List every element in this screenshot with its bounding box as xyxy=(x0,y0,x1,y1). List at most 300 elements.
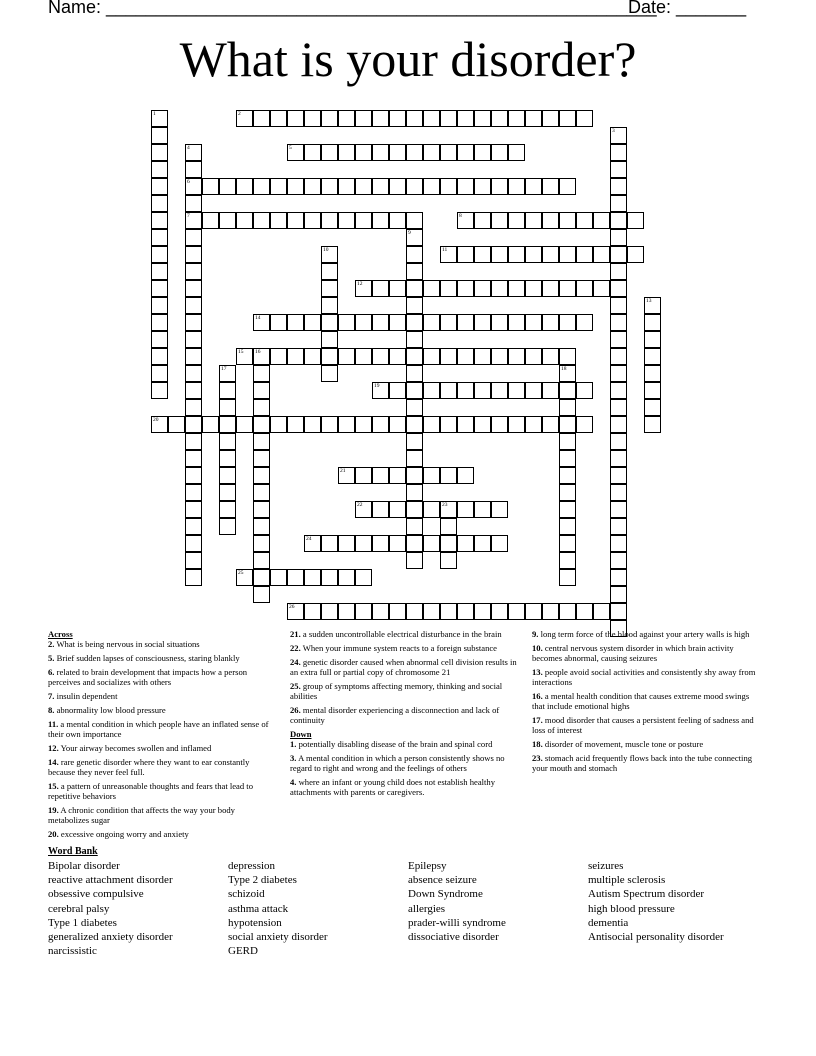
crossword-cell[interactable] xyxy=(253,365,270,382)
crossword-cell[interactable] xyxy=(185,399,202,416)
crossword-cell[interactable] xyxy=(610,399,627,416)
crossword-cell[interactable] xyxy=(406,178,423,195)
crossword-cell[interactable] xyxy=(151,348,168,365)
crossword-cell[interactable] xyxy=(610,501,627,518)
crossword-cell[interactable] xyxy=(253,569,270,586)
crossword-cell[interactable] xyxy=(321,416,338,433)
crossword-cell[interactable] xyxy=(474,280,491,297)
crossword-cell[interactable] xyxy=(474,212,491,229)
crossword-cell[interactable] xyxy=(525,110,542,127)
crossword-cell[interactable] xyxy=(559,314,576,331)
crossword-cell[interactable] xyxy=(610,127,627,144)
crossword-cell[interactable] xyxy=(372,314,389,331)
crossword-cell[interactable] xyxy=(321,297,338,314)
crossword-cell[interactable] xyxy=(253,416,270,433)
crossword-cell[interactable] xyxy=(457,280,474,297)
crossword-cell[interactable] xyxy=(406,331,423,348)
crossword-cell[interactable] xyxy=(610,586,627,603)
crossword-cell[interactable] xyxy=(151,331,168,348)
crossword-cell[interactable] xyxy=(185,433,202,450)
crossword-cell[interactable] xyxy=(338,467,355,484)
crossword-cell[interactable] xyxy=(304,416,321,433)
crossword-cell[interactable] xyxy=(440,501,457,518)
crossword-cell[interactable] xyxy=(474,382,491,399)
crossword-cell[interactable] xyxy=(338,569,355,586)
crossword-cell[interactable] xyxy=(559,518,576,535)
crossword-cell[interactable] xyxy=(508,246,525,263)
crossword-cell[interactable] xyxy=(610,297,627,314)
crossword-cell[interactable] xyxy=(610,280,627,297)
crossword-cell[interactable] xyxy=(457,144,474,161)
crossword-cell[interactable] xyxy=(406,297,423,314)
crossword-cell[interactable] xyxy=(253,552,270,569)
crossword-cell[interactable] xyxy=(338,535,355,552)
crossword-cell[interactable] xyxy=(219,178,236,195)
crossword-cell[interactable] xyxy=(185,552,202,569)
crossword-cell[interactable] xyxy=(270,348,287,365)
crossword-cell[interactable] xyxy=(372,382,389,399)
crossword-cell[interactable] xyxy=(627,212,644,229)
crossword-cell[interactable] xyxy=(338,178,355,195)
crossword-cell[interactable] xyxy=(185,246,202,263)
crossword-cell[interactable] xyxy=(338,416,355,433)
crossword-cell[interactable] xyxy=(525,212,542,229)
crossword-cell[interactable] xyxy=(610,331,627,348)
crossword-cell[interactable] xyxy=(185,195,202,212)
crossword-cell[interactable] xyxy=(525,280,542,297)
crossword-cell[interactable] xyxy=(610,229,627,246)
crossword-cell[interactable] xyxy=(355,348,372,365)
crossword-cell[interactable] xyxy=(440,110,457,127)
crossword-cell[interactable] xyxy=(491,501,508,518)
crossword-cell[interactable] xyxy=(202,178,219,195)
crossword-cell[interactable] xyxy=(610,535,627,552)
crossword-cell[interactable] xyxy=(321,535,338,552)
crossword-cell[interactable] xyxy=(474,535,491,552)
crossword-cell[interactable] xyxy=(236,416,253,433)
crossword-cell[interactable] xyxy=(457,416,474,433)
crossword-cell[interactable] xyxy=(610,467,627,484)
crossword-cell[interactable] xyxy=(185,263,202,280)
crossword-cell[interactable] xyxy=(219,399,236,416)
crossword-cell[interactable] xyxy=(372,416,389,433)
crossword-cell[interactable] xyxy=(406,433,423,450)
crossword-cell[interactable] xyxy=(287,212,304,229)
crossword-cell[interactable] xyxy=(355,178,372,195)
crossword-cell[interactable] xyxy=(321,212,338,229)
crossword-cell[interactable] xyxy=(253,535,270,552)
crossword-cell[interactable] xyxy=(406,603,423,620)
crossword-cell[interactable] xyxy=(610,195,627,212)
crossword-cell[interactable] xyxy=(406,246,423,263)
crossword-cell[interactable] xyxy=(219,501,236,518)
crossword-cell[interactable] xyxy=(151,127,168,144)
crossword-cell[interactable] xyxy=(321,569,338,586)
crossword-cell[interactable] xyxy=(151,280,168,297)
crossword-cell[interactable] xyxy=(508,348,525,365)
crossword-cell[interactable] xyxy=(253,501,270,518)
crossword-cell[interactable] xyxy=(508,144,525,161)
crossword-cell[interactable] xyxy=(491,603,508,620)
crossword-cell[interactable] xyxy=(253,433,270,450)
crossword-cell[interactable] xyxy=(491,535,508,552)
crossword-cell[interactable] xyxy=(185,484,202,501)
crossword-cell[interactable] xyxy=(559,569,576,586)
crossword-cell[interactable] xyxy=(542,348,559,365)
crossword-cell[interactable] xyxy=(304,110,321,127)
crossword-cell[interactable] xyxy=(202,416,219,433)
crossword-cell[interactable] xyxy=(474,603,491,620)
crossword-cell[interactable] xyxy=(185,535,202,552)
crossword-cell[interactable] xyxy=(185,382,202,399)
crossword-cell[interactable] xyxy=(440,144,457,161)
crossword-cell[interactable] xyxy=(576,280,593,297)
crossword-cell[interactable] xyxy=(610,314,627,331)
crossword-cell[interactable] xyxy=(219,416,236,433)
crossword-cell[interactable] xyxy=(219,433,236,450)
crossword-cell[interactable] xyxy=(559,450,576,467)
crossword-cell[interactable] xyxy=(508,110,525,127)
crossword-cell[interactable] xyxy=(610,518,627,535)
crossword-cell[interactable] xyxy=(253,450,270,467)
crossword-cell[interactable] xyxy=(185,314,202,331)
crossword-cell[interactable] xyxy=(610,365,627,382)
crossword-cell[interactable] xyxy=(576,246,593,263)
crossword-cell[interactable] xyxy=(644,365,661,382)
crossword-cell[interactable] xyxy=(372,212,389,229)
crossword-cell[interactable] xyxy=(610,569,627,586)
crossword-cell[interactable] xyxy=(151,144,168,161)
crossword-cell[interactable] xyxy=(457,467,474,484)
crossword-cell[interactable] xyxy=(389,314,406,331)
crossword-cell[interactable] xyxy=(610,433,627,450)
crossword-cell[interactable] xyxy=(508,416,525,433)
crossword-cell[interactable] xyxy=(406,280,423,297)
crossword-cell[interactable] xyxy=(406,263,423,280)
crossword-cell[interactable] xyxy=(474,246,491,263)
crossword-cell[interactable] xyxy=(559,212,576,229)
crossword-cell[interactable] xyxy=(423,280,440,297)
crossword-cell[interactable] xyxy=(372,178,389,195)
crossword-cell[interactable] xyxy=(610,161,627,178)
crossword-cell[interactable] xyxy=(559,178,576,195)
crossword-cell[interactable] xyxy=(321,603,338,620)
crossword-cell[interactable] xyxy=(474,110,491,127)
crossword-cell[interactable] xyxy=(185,365,202,382)
crossword-cell[interactable] xyxy=(389,110,406,127)
crossword-cell[interactable] xyxy=(304,348,321,365)
crossword-cell[interactable] xyxy=(457,110,474,127)
crossword-cell[interactable] xyxy=(253,467,270,484)
crossword-cell[interactable] xyxy=(185,450,202,467)
crossword-cell[interactable] xyxy=(457,348,474,365)
crossword-cell[interactable] xyxy=(253,178,270,195)
crossword-cell[interactable] xyxy=(542,110,559,127)
crossword-cell[interactable] xyxy=(406,535,423,552)
crossword-cell[interactable] xyxy=(355,535,372,552)
crossword-cell[interactable] xyxy=(253,484,270,501)
crossword-cell[interactable] xyxy=(508,314,525,331)
crossword-cell[interactable] xyxy=(457,212,474,229)
crossword-cell[interactable] xyxy=(559,110,576,127)
crossword-cell[interactable] xyxy=(406,365,423,382)
crossword-cell[interactable] xyxy=(610,263,627,280)
crossword-cell[interactable] xyxy=(321,246,338,263)
crossword-cell[interactable] xyxy=(440,535,457,552)
crossword-cell[interactable] xyxy=(474,314,491,331)
crossword-cell[interactable] xyxy=(457,246,474,263)
crossword-cell[interactable] xyxy=(474,144,491,161)
crossword-cell[interactable] xyxy=(525,314,542,331)
crossword-cell[interactable] xyxy=(185,280,202,297)
crossword-cell[interactable] xyxy=(185,331,202,348)
crossword-cell[interactable] xyxy=(525,246,542,263)
crossword-cell[interactable] xyxy=(236,178,253,195)
crossword-cell[interactable] xyxy=(559,552,576,569)
crossword-cell[interactable] xyxy=(202,212,219,229)
crossword-cell[interactable] xyxy=(219,365,236,382)
crossword-cell[interactable] xyxy=(525,603,542,620)
crossword-cell[interactable] xyxy=(321,280,338,297)
crossword-cell[interactable] xyxy=(406,382,423,399)
crossword-cell[interactable] xyxy=(270,212,287,229)
crossword-cell[interactable] xyxy=(253,586,270,603)
crossword-cell[interactable] xyxy=(474,501,491,518)
crossword-cell[interactable] xyxy=(457,382,474,399)
crossword-cell[interactable] xyxy=(372,535,389,552)
crossword-cell[interactable] xyxy=(219,212,236,229)
crossword-cell[interactable] xyxy=(355,501,372,518)
crossword-cell[interactable] xyxy=(406,229,423,246)
crossword-cell[interactable] xyxy=(287,144,304,161)
crossword-cell[interactable] xyxy=(355,569,372,586)
crossword-cell[interactable] xyxy=(287,348,304,365)
crossword-cell[interactable] xyxy=(406,348,423,365)
crossword-cell[interactable] xyxy=(491,416,508,433)
crossword-cell[interactable] xyxy=(321,331,338,348)
crossword-cell[interactable] xyxy=(525,348,542,365)
crossword-cell[interactable] xyxy=(559,484,576,501)
crossword-cell[interactable] xyxy=(593,246,610,263)
crossword-cell[interactable] xyxy=(389,535,406,552)
crossword-cell[interactable] xyxy=(610,450,627,467)
crossword-cell[interactable] xyxy=(151,229,168,246)
crossword-cell[interactable] xyxy=(423,110,440,127)
crossword-cell[interactable] xyxy=(151,161,168,178)
crossword-cell[interactable] xyxy=(270,569,287,586)
crossword-cell[interactable] xyxy=(423,416,440,433)
crossword-cell[interactable] xyxy=(440,246,457,263)
crossword-cell[interactable] xyxy=(151,195,168,212)
crossword-cell[interactable] xyxy=(406,518,423,535)
crossword-cell[interactable] xyxy=(440,348,457,365)
crossword-cell[interactable] xyxy=(338,110,355,127)
crossword-cell[interactable] xyxy=(542,178,559,195)
crossword-cell[interactable] xyxy=(644,348,661,365)
crossword-cell[interactable] xyxy=(508,178,525,195)
crossword-cell[interactable] xyxy=(491,144,508,161)
crossword-cell[interactable] xyxy=(525,416,542,433)
crossword-cell[interactable] xyxy=(287,416,304,433)
crossword-cell[interactable] xyxy=(185,229,202,246)
crossword-cell[interactable] xyxy=(406,110,423,127)
crossword-cell[interactable] xyxy=(304,569,321,586)
crossword-cell[interactable] xyxy=(338,212,355,229)
crossword-cell[interactable] xyxy=(508,280,525,297)
crossword-cell[interactable] xyxy=(185,212,202,229)
crossword-cell[interactable] xyxy=(644,382,661,399)
crossword-cell[interactable] xyxy=(287,110,304,127)
crossword-cell[interactable] xyxy=(389,348,406,365)
crossword-cell[interactable] xyxy=(253,518,270,535)
crossword-cell[interactable] xyxy=(576,416,593,433)
crossword-cell[interactable] xyxy=(253,110,270,127)
crossword-cell[interactable] xyxy=(219,382,236,399)
crossword-cell[interactable] xyxy=(423,314,440,331)
crossword-cell[interactable] xyxy=(406,416,423,433)
crossword-cell[interactable] xyxy=(423,178,440,195)
crossword-cell[interactable] xyxy=(219,467,236,484)
crossword-cell[interactable] xyxy=(185,161,202,178)
crossword-cell[interactable] xyxy=(389,416,406,433)
crossword-cell[interactable] xyxy=(423,348,440,365)
crossword-cell[interactable] xyxy=(355,280,372,297)
crossword-cell[interactable] xyxy=(338,603,355,620)
crossword-cell[interactable] xyxy=(270,314,287,331)
crossword-cell[interactable] xyxy=(338,144,355,161)
crossword-cell[interactable] xyxy=(321,314,338,331)
crossword-cell[interactable] xyxy=(236,110,253,127)
crossword-cell[interactable] xyxy=(610,382,627,399)
crossword-cell[interactable] xyxy=(610,212,627,229)
crossword-cell[interactable] xyxy=(542,416,559,433)
crossword-cell[interactable] xyxy=(474,348,491,365)
crossword-cell[interactable] xyxy=(406,144,423,161)
crossword-cell[interactable] xyxy=(423,603,440,620)
crossword-cell[interactable] xyxy=(406,501,423,518)
crossword-cell[interactable] xyxy=(304,603,321,620)
crossword-cell[interactable] xyxy=(457,314,474,331)
crossword-cell[interactable] xyxy=(219,518,236,535)
crossword-cell[interactable] xyxy=(151,212,168,229)
crossword-cell[interactable] xyxy=(610,416,627,433)
crossword-cell[interactable] xyxy=(457,501,474,518)
crossword-cell[interactable] xyxy=(491,314,508,331)
crossword-cell[interactable] xyxy=(236,348,253,365)
crossword-cell[interactable] xyxy=(525,178,542,195)
crossword-cell[interactable] xyxy=(389,382,406,399)
crossword-cell[interactable] xyxy=(440,280,457,297)
crossword-cell[interactable] xyxy=(423,382,440,399)
crossword-cell[interactable] xyxy=(406,552,423,569)
crossword-cell[interactable] xyxy=(440,416,457,433)
crossword-cell[interactable] xyxy=(389,603,406,620)
crossword-cell[interactable] xyxy=(151,178,168,195)
crossword-cell[interactable] xyxy=(559,280,576,297)
crossword-cell[interactable] xyxy=(185,178,202,195)
crossword-cell[interactable] xyxy=(423,535,440,552)
crossword-cell[interactable] xyxy=(287,178,304,195)
crossword-cell[interactable] xyxy=(185,569,202,586)
crossword-cell[interactable] xyxy=(185,467,202,484)
crossword-cell[interactable] xyxy=(372,467,389,484)
crossword-cell[interactable] xyxy=(304,314,321,331)
crossword-cell[interactable] xyxy=(355,603,372,620)
crossword-cell[interactable] xyxy=(406,399,423,416)
crossword-cell[interactable] xyxy=(355,314,372,331)
crossword-cell[interactable] xyxy=(576,212,593,229)
crossword-cell[interactable] xyxy=(406,467,423,484)
crossword-cell[interactable] xyxy=(593,212,610,229)
crossword-cell[interactable] xyxy=(389,467,406,484)
crossword-cell[interactable] xyxy=(372,348,389,365)
crossword-cell[interactable] xyxy=(593,603,610,620)
crossword-cell[interactable] xyxy=(372,144,389,161)
crossword-cell[interactable] xyxy=(389,178,406,195)
crossword-cell[interactable] xyxy=(304,535,321,552)
crossword-cell[interactable] xyxy=(253,314,270,331)
crossword-cell[interactable] xyxy=(559,603,576,620)
crossword-cell[interactable] xyxy=(491,110,508,127)
crossword-cell[interactable] xyxy=(559,501,576,518)
crossword-cell[interactable] xyxy=(338,348,355,365)
crossword-cell[interactable] xyxy=(610,603,627,620)
crossword-cell[interactable] xyxy=(372,110,389,127)
crossword-cell[interactable] xyxy=(542,603,559,620)
crossword-cell[interactable] xyxy=(440,603,457,620)
crossword-cell[interactable] xyxy=(151,263,168,280)
crossword-cell[interactable] xyxy=(610,484,627,501)
crossword-cell[interactable] xyxy=(151,314,168,331)
crossword-cell[interactable] xyxy=(406,484,423,501)
crossword-cell[interactable] xyxy=(287,569,304,586)
crossword-cell[interactable] xyxy=(559,535,576,552)
crossword-cell[interactable] xyxy=(576,110,593,127)
crossword-cell[interactable] xyxy=(270,416,287,433)
crossword-cell[interactable] xyxy=(185,297,202,314)
crossword-cell[interactable] xyxy=(151,382,168,399)
crossword-cell[interactable] xyxy=(321,110,338,127)
crossword-cell[interactable] xyxy=(321,365,338,382)
crossword-cell[interactable] xyxy=(440,382,457,399)
crossword-cell[interactable] xyxy=(389,280,406,297)
crossword-cell[interactable] xyxy=(508,212,525,229)
crossword-cell[interactable] xyxy=(644,331,661,348)
crossword-cell[interactable] xyxy=(559,365,576,382)
crossword-cell[interactable] xyxy=(151,246,168,263)
crossword-cell[interactable] xyxy=(491,348,508,365)
crossword-cell[interactable] xyxy=(491,246,508,263)
crossword-cell[interactable] xyxy=(542,382,559,399)
crossword-cell[interactable] xyxy=(610,348,627,365)
crossword-cell[interactable] xyxy=(355,144,372,161)
crossword-cell[interactable] xyxy=(593,280,610,297)
crossword-cell[interactable] xyxy=(185,518,202,535)
crossword-cell[interactable] xyxy=(151,365,168,382)
crossword-cell[interactable] xyxy=(406,314,423,331)
crossword-cell[interactable] xyxy=(576,382,593,399)
crossword-cell[interactable] xyxy=(219,484,236,501)
crossword-cell[interactable] xyxy=(287,603,304,620)
crossword-cell[interactable] xyxy=(542,314,559,331)
crossword-cell[interactable] xyxy=(168,416,185,433)
crossword-cell[interactable] xyxy=(610,552,627,569)
crossword-cell[interactable] xyxy=(338,314,355,331)
crossword-cell[interactable] xyxy=(151,110,168,127)
crossword-cell[interactable] xyxy=(644,297,661,314)
crossword-cell[interactable] xyxy=(253,212,270,229)
crossword-cell[interactable] xyxy=(559,467,576,484)
